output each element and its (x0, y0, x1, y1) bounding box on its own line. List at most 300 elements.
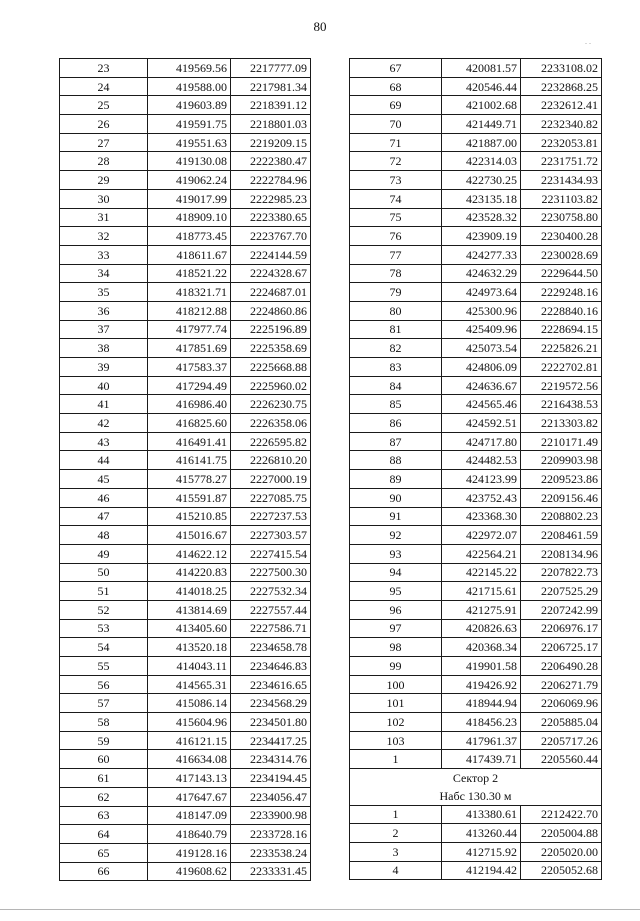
coordinates-table-left (59, 58, 311, 881)
y-coordinate-cell: 2234616.65 (231, 675, 311, 694)
x-coordinate-cell: 422972.07 (442, 526, 521, 545)
x-coordinate-cell: 420826.63 (442, 619, 521, 638)
y-coordinate-cell: 2222702.81 (521, 358, 602, 377)
point-number-cell: 32 (60, 227, 148, 246)
point-number-cell: 4 (350, 861, 442, 880)
point-number-cell: 43 (60, 432, 148, 451)
point-number-cell: 87 (350, 432, 442, 451)
table-row (60, 432, 311, 451)
table-row (350, 208, 602, 227)
point-number-cell: 82 (350, 339, 442, 358)
table-row (60, 376, 311, 395)
x-coordinate-cell: 419901.58 (442, 657, 521, 676)
y-coordinate-cell: 2230400.28 (521, 227, 602, 246)
y-coordinate-cell: 2230758.80 (521, 208, 602, 227)
table-row (350, 227, 602, 246)
x-coordinate-cell: 424973.64 (442, 283, 521, 302)
x-coordinate-cell: 424482.53 (442, 451, 521, 470)
y-coordinate-cell: 2206069.96 (521, 694, 602, 713)
point-number-cell: 48 (60, 526, 148, 545)
y-coordinate-cell: 2226230.75 (231, 395, 311, 414)
y-coordinate-cell: 2233108.02 (521, 59, 602, 78)
point-number-cell: 37 (60, 320, 148, 339)
y-coordinate-cell: 2224687.01 (231, 283, 311, 302)
y-coordinate-cell: 2227303.57 (231, 526, 311, 545)
point-number-cell: 73 (350, 171, 442, 190)
x-coordinate-cell: 413380.61 (442, 805, 521, 824)
point-number-cell: 66 (60, 862, 148, 881)
point-number-cell: 99 (350, 657, 442, 676)
x-coordinate-cell: 418640.79 (148, 825, 231, 844)
table-row (350, 395, 602, 414)
y-coordinate-cell: 2227532.34 (231, 582, 311, 601)
table-row (60, 787, 311, 806)
point-number-cell: 28 (60, 152, 148, 171)
y-coordinate-cell: 2232053.81 (521, 133, 602, 152)
point-number-cell: 62 (60, 787, 148, 806)
table-row (60, 713, 311, 732)
point-number-cell: 45 (60, 470, 148, 489)
point-number-cell: 100 (350, 675, 442, 694)
table-row (350, 264, 602, 283)
y-coordinate-cell: 2233331.45 (231, 862, 311, 881)
y-coordinate-cell: 2222784.96 (231, 171, 311, 190)
y-coordinate-cell: 2206271.79 (521, 675, 602, 694)
x-coordinate-cell: 419591.75 (148, 115, 231, 134)
x-coordinate-cell: 413405.60 (148, 619, 231, 638)
sector-header-row (350, 769, 602, 787)
point-number-cell: 53 (60, 619, 148, 638)
y-coordinate-cell: 2227586.71 (231, 619, 311, 638)
y-coordinate-cell: 2205052.68 (521, 861, 602, 880)
x-coordinate-cell: 418909.10 (148, 208, 231, 227)
y-coordinate-cell: 2216438.53 (521, 395, 602, 414)
x-coordinate-cell: 416634.08 (148, 750, 231, 769)
point-number-cell: 81 (350, 320, 442, 339)
x-coordinate-cell: 419017.99 (148, 189, 231, 208)
y-coordinate-cell: 2234646.83 (231, 657, 311, 676)
y-coordinate-cell: 2229248.16 (521, 283, 602, 302)
x-coordinate-cell: 416121.15 (148, 731, 231, 750)
table-row (60, 488, 311, 507)
y-coordinate-cell: 2209523.86 (521, 470, 602, 489)
point-number-cell: 31 (60, 208, 148, 227)
point-number-cell: 26 (60, 115, 148, 134)
table-row (60, 526, 311, 545)
table-row (60, 619, 311, 638)
x-coordinate-cell: 418944.94 (442, 694, 521, 713)
table-row (350, 96, 602, 115)
table-row (350, 171, 602, 190)
point-number-cell: 27 (60, 133, 148, 152)
y-coordinate-cell: 2234314.76 (231, 750, 311, 769)
table-row (350, 115, 602, 134)
x-coordinate-cell: 419588.00 (148, 77, 231, 96)
x-coordinate-cell: 419569.56 (148, 59, 231, 78)
x-coordinate-cell: 416491.41 (148, 432, 231, 451)
y-coordinate-cell: 2225196.89 (231, 320, 311, 339)
y-coordinate-cell: 2232340.82 (521, 115, 602, 134)
table-row (350, 805, 602, 824)
point-number-cell: 102 (350, 713, 442, 732)
sector-title: Сектор 2 (350, 769, 602, 787)
x-coordinate-cell: 414565.31 (148, 675, 231, 694)
x-coordinate-cell: 419608.62 (148, 862, 231, 881)
x-coordinate-cell: 421275.91 (442, 600, 521, 619)
x-coordinate-cell: 412194.42 (442, 861, 521, 880)
table-row (60, 675, 311, 694)
point-number-cell: 103 (350, 731, 442, 750)
table-row (350, 507, 602, 526)
x-coordinate-cell: 418147.09 (148, 806, 231, 825)
y-coordinate-cell: 2222380.47 (231, 152, 311, 171)
table-row (350, 470, 602, 489)
x-coordinate-cell: 413260.44 (442, 824, 521, 843)
x-coordinate-cell: 415591.87 (148, 488, 231, 507)
point-number-cell: 58 (60, 713, 148, 732)
x-coordinate-cell: 417583.37 (148, 358, 231, 377)
x-coordinate-cell: 423909.19 (442, 227, 521, 246)
table-row (60, 470, 311, 489)
x-coordinate-cell: 417851.69 (148, 339, 231, 358)
x-coordinate-cell: 414220.83 (148, 563, 231, 582)
y-coordinate-cell: 2234568.29 (231, 694, 311, 713)
x-coordinate-cell: 420081.57 (442, 59, 521, 78)
point-number-cell: 34 (60, 264, 148, 283)
point-number-cell: 90 (350, 488, 442, 507)
y-coordinate-cell: 2207822.73 (521, 563, 602, 582)
x-coordinate-cell: 417977.74 (148, 320, 231, 339)
point-number-cell: 56 (60, 675, 148, 694)
point-number-cell: 69 (350, 96, 442, 115)
point-number-cell: 80 (350, 301, 442, 320)
table-row (350, 133, 602, 152)
x-coordinate-cell: 418321.71 (148, 283, 231, 302)
x-coordinate-cell: 417961.37 (442, 731, 521, 750)
x-coordinate-cell: 419426.92 (442, 675, 521, 694)
table-row (350, 842, 602, 861)
y-coordinate-cell: 2205020.00 (521, 842, 602, 861)
y-coordinate-cell: 2223767.70 (231, 227, 311, 246)
point-number-cell: 29 (60, 171, 148, 190)
table-row (350, 713, 602, 732)
x-coordinate-cell: 413520.18 (148, 638, 231, 657)
table-row (60, 806, 311, 825)
table-row (350, 600, 602, 619)
point-number-cell: 91 (350, 507, 442, 526)
table-row (350, 750, 602, 769)
point-number-cell: 86 (350, 414, 442, 433)
point-number-cell: 35 (60, 283, 148, 302)
y-coordinate-cell: 2234417.25 (231, 731, 311, 750)
page-number: 80 (313, 19, 327, 34)
x-coordinate-cell: 412715.92 (442, 842, 521, 861)
x-coordinate-cell: 417647.67 (148, 787, 231, 806)
point-number-cell: 74 (350, 189, 442, 208)
table-row (350, 731, 602, 750)
x-coordinate-cell: 413814.69 (148, 600, 231, 619)
point-number-cell: 59 (60, 731, 148, 750)
y-coordinate-cell: 2228694.15 (521, 320, 602, 339)
y-coordinate-cell: 2208461.59 (521, 526, 602, 545)
y-coordinate-cell: 2234658.78 (231, 638, 311, 657)
table-row (60, 189, 311, 208)
table-row (60, 171, 311, 190)
y-coordinate-cell: 2234056.47 (231, 787, 311, 806)
point-number-cell: 89 (350, 470, 442, 489)
x-coordinate-cell: 424632.29 (442, 264, 521, 283)
x-coordinate-cell: 424717.80 (442, 432, 521, 451)
table-row (350, 77, 602, 96)
point-number-cell: 98 (350, 638, 442, 657)
x-coordinate-cell: 417439.71 (442, 750, 521, 769)
x-coordinate-cell: 425300.96 (442, 301, 521, 320)
y-coordinate-cell: 2205004.88 (521, 824, 602, 843)
x-coordinate-cell: 419128.16 (148, 843, 231, 862)
table-row (350, 544, 602, 563)
x-coordinate-cell: 415210.85 (148, 507, 231, 526)
x-coordinate-cell: 418611.67 (148, 245, 231, 264)
x-coordinate-cell: 418521.22 (148, 264, 231, 283)
y-coordinate-cell: 2225826.21 (521, 339, 602, 358)
point-number-cell: 61 (60, 769, 148, 788)
y-coordinate-cell: 2225960.02 (231, 376, 311, 395)
point-number-cell: 97 (350, 619, 442, 638)
table-row (350, 245, 602, 264)
y-coordinate-cell: 2233900.98 (231, 806, 311, 825)
point-number-cell: 46 (60, 488, 148, 507)
table-row (60, 414, 311, 433)
table-row (60, 731, 311, 750)
x-coordinate-cell: 420546.44 (442, 77, 521, 96)
x-coordinate-cell: 419130.08 (148, 152, 231, 171)
y-coordinate-cell: 2223380.65 (231, 208, 311, 227)
x-coordinate-cell: 422730.25 (442, 171, 521, 190)
point-number-cell: 50 (60, 563, 148, 582)
x-coordinate-cell: 416986.40 (148, 395, 231, 414)
table-row (60, 208, 311, 227)
y-coordinate-cell: 2227085.75 (231, 488, 311, 507)
y-coordinate-cell: 2233538.24 (231, 843, 311, 862)
table-row (60, 115, 311, 134)
y-coordinate-cell: 2212422.70 (521, 805, 602, 824)
x-coordinate-cell: 423368.30 (442, 507, 521, 526)
y-coordinate-cell: 2210171.49 (521, 432, 602, 451)
y-coordinate-cell: 2232868.25 (521, 77, 602, 96)
y-coordinate-cell: 2234194.45 (231, 769, 311, 788)
sector-elevation: Набс 130.30 м (350, 787, 602, 805)
point-number-cell: 41 (60, 395, 148, 414)
point-number-cell: 71 (350, 133, 442, 152)
y-coordinate-cell: 2224860.86 (231, 301, 311, 320)
point-number-cell: 72 (350, 152, 442, 171)
point-number-cell: 57 (60, 694, 148, 713)
x-coordinate-cell: 421715.61 (442, 582, 521, 601)
table-row (350, 320, 602, 339)
table-row (60, 245, 311, 264)
table-row (350, 451, 602, 470)
point-number-cell: 42 (60, 414, 148, 433)
y-coordinate-cell: 2227500.30 (231, 563, 311, 582)
point-number-cell: 60 (60, 750, 148, 769)
table-row (60, 451, 311, 470)
x-coordinate-cell: 424592.51 (442, 414, 521, 433)
x-coordinate-cell: 421002.68 (442, 96, 521, 115)
x-coordinate-cell: 416141.75 (148, 451, 231, 470)
x-coordinate-cell: 422314.03 (442, 152, 521, 171)
table-row (60, 600, 311, 619)
y-coordinate-cell: 2227557.44 (231, 600, 311, 619)
y-coordinate-cell: 2219209.15 (231, 133, 311, 152)
table-row (350, 283, 602, 302)
x-coordinate-cell: 414622.12 (148, 544, 231, 563)
table-row (350, 675, 602, 694)
table-row (60, 544, 311, 563)
point-number-cell: 47 (60, 507, 148, 526)
point-number-cell: 38 (60, 339, 148, 358)
x-coordinate-cell: 414043.11 (148, 657, 231, 676)
y-coordinate-cell: 2231434.93 (521, 171, 602, 190)
table-row (350, 432, 602, 451)
table-row (350, 619, 602, 638)
y-coordinate-cell: 2226595.82 (231, 432, 311, 451)
y-coordinate-cell: 2232612.41 (521, 96, 602, 115)
point-number-cell: 93 (350, 544, 442, 563)
y-coordinate-cell: 2227000.19 (231, 470, 311, 489)
point-number-cell: 1 (350, 805, 442, 824)
y-coordinate-cell: 2233728.16 (231, 825, 311, 844)
table-row (60, 825, 311, 844)
x-coordinate-cell: 417294.49 (148, 376, 231, 395)
point-number-cell: 68 (350, 77, 442, 96)
point-number-cell: 52 (60, 600, 148, 619)
table-row (350, 189, 602, 208)
point-number-cell: 23 (60, 59, 148, 78)
y-coordinate-cell: 2217981.34 (231, 77, 311, 96)
point-number-cell: 101 (350, 694, 442, 713)
sector-subheader-row (350, 787, 602, 805)
point-number-cell: 25 (60, 96, 148, 115)
point-number-cell: 36 (60, 301, 148, 320)
table-row (60, 301, 311, 320)
x-coordinate-cell: 414018.25 (148, 582, 231, 601)
point-number-cell: 96 (350, 600, 442, 619)
y-coordinate-cell: 2209903.98 (521, 451, 602, 470)
y-coordinate-cell: 2207525.29 (521, 582, 602, 601)
y-coordinate-cell: 2226358.06 (231, 414, 311, 433)
y-coordinate-cell: 2228840.16 (521, 301, 602, 320)
table-row (350, 414, 602, 433)
point-number-cell: 95 (350, 582, 442, 601)
point-number-cell: 85 (350, 395, 442, 414)
table-row (350, 638, 602, 657)
x-coordinate-cell: 422564.21 (442, 544, 521, 563)
table-row (60, 264, 311, 283)
y-coordinate-cell: 2225358.69 (231, 339, 311, 358)
x-coordinate-cell: 421887.00 (442, 133, 521, 152)
table-row (60, 77, 311, 96)
point-number-cell: 83 (350, 358, 442, 377)
point-number-cell: 39 (60, 358, 148, 377)
x-coordinate-cell: 424565.46 (442, 395, 521, 414)
point-number-cell: 51 (60, 582, 148, 601)
point-number-cell: 2 (350, 824, 442, 843)
point-number-cell: 40 (60, 376, 148, 395)
y-coordinate-cell: 2219572.56 (521, 376, 602, 395)
table-row (350, 301, 602, 320)
y-coordinate-cell: 2225668.88 (231, 358, 311, 377)
x-coordinate-cell: 425409.96 (442, 320, 521, 339)
y-coordinate-cell: 2230028.69 (521, 245, 602, 264)
x-coordinate-cell: 424123.99 (442, 470, 521, 489)
x-coordinate-cell: 424636.67 (442, 376, 521, 395)
table-row (350, 59, 602, 78)
x-coordinate-cell: 421449.71 (442, 115, 521, 134)
coordinates-table-right (349, 58, 602, 880)
table-row (350, 694, 602, 713)
y-coordinate-cell: 2218391.12 (231, 96, 311, 115)
y-coordinate-cell: 2227237.53 (231, 507, 311, 526)
coordinates-table-right-body (350, 59, 602, 880)
point-number-cell: 44 (60, 451, 148, 470)
table-row (60, 507, 311, 526)
point-number-cell: 77 (350, 245, 442, 264)
y-coordinate-cell: 2234501.80 (231, 713, 311, 732)
table-row (350, 824, 602, 843)
table-row (350, 152, 602, 171)
point-number-cell: 1 (350, 750, 442, 769)
table-row (60, 750, 311, 769)
y-coordinate-cell: 2231751.72 (521, 152, 602, 171)
table-row (60, 320, 311, 339)
x-coordinate-cell: 415086.14 (148, 694, 231, 713)
y-coordinate-cell: 2208802.23 (521, 507, 602, 526)
point-number-cell: 75 (350, 208, 442, 227)
x-coordinate-cell: 418456.23 (442, 713, 521, 732)
table-row (350, 563, 602, 582)
table-row (60, 152, 311, 171)
x-coordinate-cell: 424806.09 (442, 358, 521, 377)
table-row (60, 563, 311, 582)
y-coordinate-cell: 2224328.67 (231, 264, 311, 283)
table-row (60, 657, 311, 676)
point-number-cell: 78 (350, 264, 442, 283)
x-coordinate-cell: 423752.43 (442, 488, 521, 507)
point-number-cell: 30 (60, 189, 148, 208)
x-coordinate-cell: 416825.60 (148, 414, 231, 433)
coordinates-table-left-body (60, 59, 311, 881)
x-coordinate-cell: 419603.89 (148, 96, 231, 115)
table-row (350, 358, 602, 377)
y-coordinate-cell: 2226810.20 (231, 451, 311, 470)
point-number-cell: 76 (350, 227, 442, 246)
table-row (60, 59, 311, 78)
point-number-cell: 65 (60, 843, 148, 862)
table-row (60, 339, 311, 358)
point-number-cell: 55 (60, 657, 148, 676)
x-coordinate-cell: 417143.13 (148, 769, 231, 788)
point-number-cell: 67 (350, 59, 442, 78)
x-coordinate-cell: 420368.34 (442, 638, 521, 657)
point-number-cell: 24 (60, 77, 148, 96)
table-row (60, 843, 311, 862)
y-coordinate-cell: 2205717.26 (521, 731, 602, 750)
y-coordinate-cell: 2222985.23 (231, 189, 311, 208)
x-coordinate-cell: 415016.67 (148, 526, 231, 545)
point-number-cell: 70 (350, 115, 442, 134)
table-row (350, 488, 602, 507)
table-row (60, 582, 311, 601)
